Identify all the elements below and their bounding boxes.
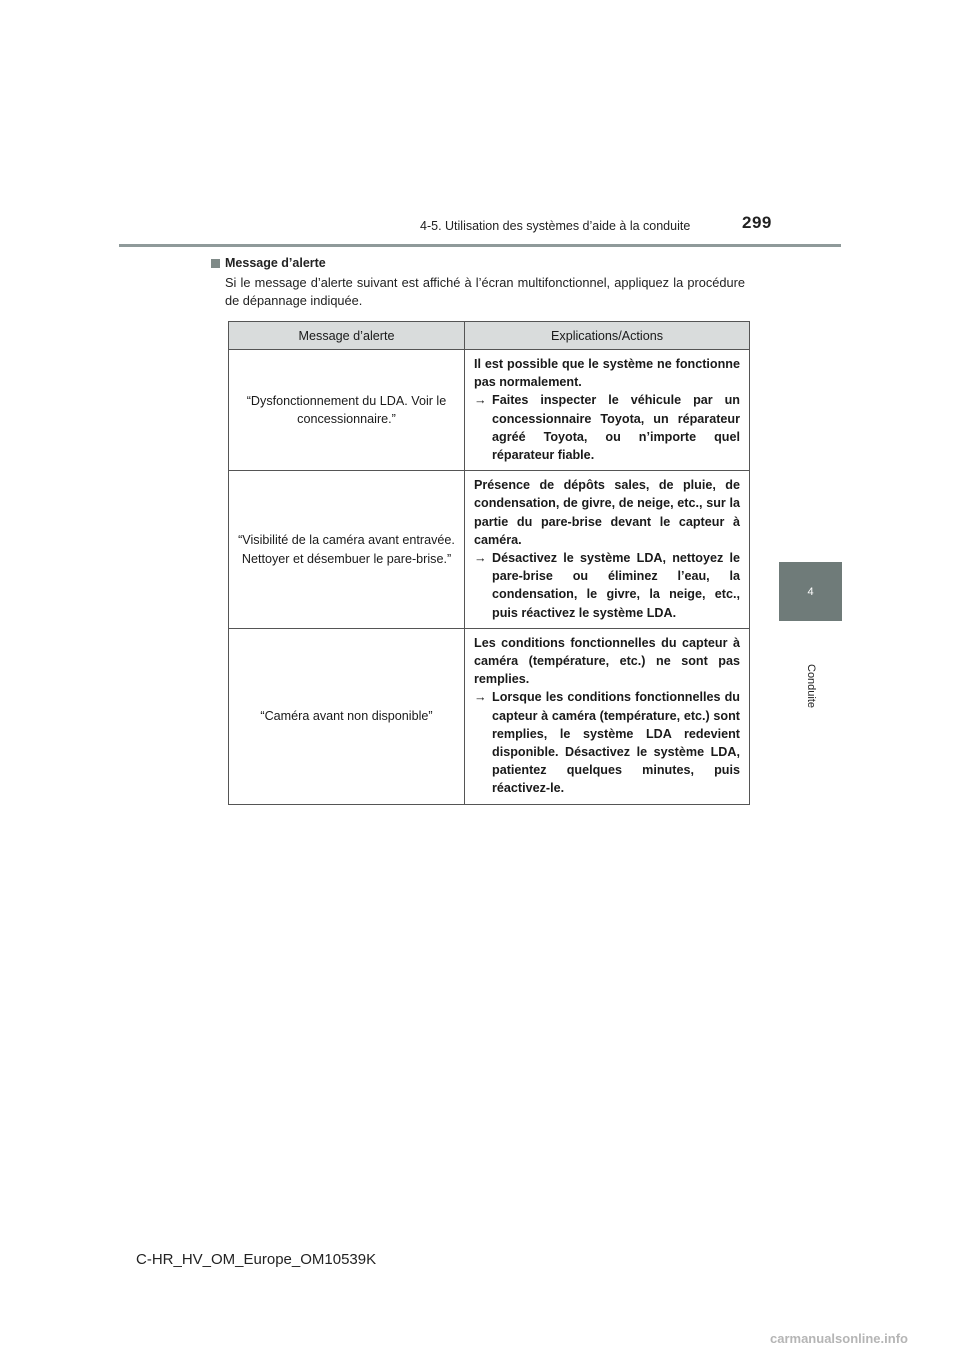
table-row <box>229 350 750 471</box>
action-item <box>474 688 740 797</box>
chapter-number: 4 <box>807 585 814 598</box>
explanation-cell <box>465 350 750 471</box>
action-item <box>474 391 740 464</box>
arrow-right-icon: → <box>474 551 487 566</box>
table-row <box>229 471 750 629</box>
section-intro: Si le message d’alerte suivant est affiché à l’écran multifonctionnel, appliquez la procédure de dépannage indiquée. <box>225 275 745 308</box>
header-divider <box>119 244 841 247</box>
action-item <box>474 549 740 622</box>
watermark: carmanualsonline.info <box>770 1331 908 1346</box>
explanation-text: Présence de dépôts sales, de pluie, de condensation, de givre, de neige, etc., sur la partie du pare-brise devant le capteur à caméra. <box>474 478 740 547</box>
explanation-text: Il est possible que le système ne fonctionne pas normalement. <box>474 357 740 390</box>
column-header-message: Message d’alerte <box>229 322 465 350</box>
section-title-text: Message d’alerte <box>225 256 326 270</box>
table-header-row <box>229 322 750 350</box>
alert-message-cell: “Visibilité de la caméra avant entravée. Nettoyer et désembuer le pare-brise.” <box>229 471 465 629</box>
explanation-cell <box>465 471 750 629</box>
arrow-right-icon: → <box>474 393 487 408</box>
column-header-explanations: Explications/Actions <box>465 322 750 350</box>
action-text: Faites inspecter le véhicule par un concessionnaire Toyota, un réparateur agréé Toyota, ou n’importe quel réparateur fiable. <box>492 393 740 463</box>
chapter-tab[interactable] <box>779 562 842 621</box>
square-bullet-icon <box>211 259 220 268</box>
action-text: Désactivez le système LDA, nettoyez le pare-brise ou éliminez l’eau, la condensation, le givre, la neige, etc., puis réactivez le système LDA. <box>492 551 740 620</box>
table-row <box>229 628 750 804</box>
arrow-right-icon: → <box>474 690 487 705</box>
alert-message-cell: “Caméra avant non disponible” <box>229 628 465 804</box>
explanation-text: Les conditions fonctionnelles du capteur à caméra (température, etc.) ne sont pas remplies. <box>474 635 740 687</box>
chapter-label: Conduite <box>805 663 817 709</box>
document-code: C-HR_HV_OM_Europe_OM10539K <box>136 1251 377 1268</box>
running-header: 4-5. Utilisation des systèmes d’aide à la conduite <box>420 219 691 233</box>
alert-message-cell: “Dysfonctionnement du LDA. Voir le concessionnaire.” <box>229 350 465 471</box>
action-text: Lorsque les conditions fonctionnelles du capteur à caméra (température, etc.) sont remplies, le système LDA redevient disponible. Désactivez le système LDA, patientez quelques minutes, puis réactivez-le. <box>492 690 740 796</box>
section-title <box>211 256 326 270</box>
explanation-cell <box>465 628 750 804</box>
alert-message-table <box>228 321 750 805</box>
page-number: 299 <box>742 213 772 232</box>
